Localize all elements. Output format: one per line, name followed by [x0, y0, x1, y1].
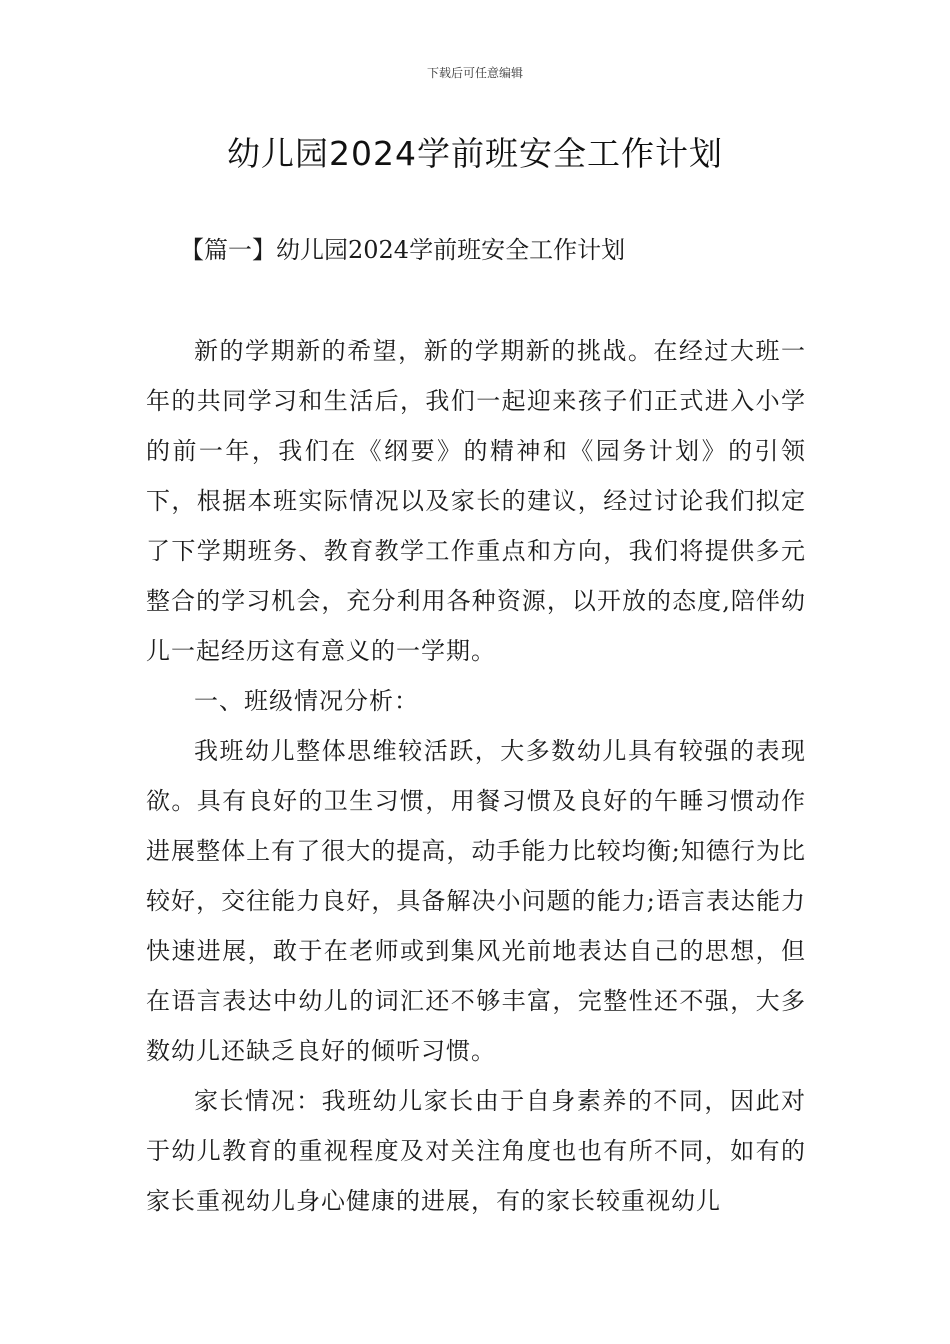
section-title: 【篇一】幼儿园2024学前班安全工作计划	[180, 236, 626, 264]
body-text	[146, 326, 806, 1226]
paragraph: 我班幼儿整体思维较活跃，大多数幼儿具有较强的表现欲。具有良好的卫生习惯，用餐习惯及良好的午睡习惯动作进展整体上有了很大的提高，动手能力比较均衡;知德行为比较好，交往能力良好，具备解决小问题的能力;语言表达能力快速进展，敢于在老师或到集风光前地表达自己的思想，但在语言表达中幼儿的词汇还不够丰富，完整性还不强，大多数幼儿还缺乏良好的倾听习惯。	[146, 737, 806, 1065]
paragraph: 新的学期新的希望，新的学期新的挑战。在经过大班一年的共同学习和生活后，我们一起迎来孩子们正式进入小学的前一年，我们在《纲要》的精神和《园务计划》的引领下，根据本班实际情况以及家长的建议，经过讨论我们拟定了下学期班务、教育教学工作重点和方向，我们将提供多元整合的学习机会，充分利用各种资源，以开放的态度,陪伴幼儿一起经历这有意义的一学期。	[146, 337, 806, 665]
paragraph: 一、班级情况分析：	[194, 687, 419, 715]
paragraph: 家长情况：我班幼儿家长由于自身素养的不同，因此对于幼儿教育的重视程度及对关注角度也也有所不同，如有的家长重视幼儿身心健康的进展，有的家长较重视幼儿	[146, 1087, 806, 1215]
document-title: 幼儿园2024学前班安全工作计划	[227, 134, 723, 173]
header-note: 下载后可任意编辑	[426, 66, 523, 80]
